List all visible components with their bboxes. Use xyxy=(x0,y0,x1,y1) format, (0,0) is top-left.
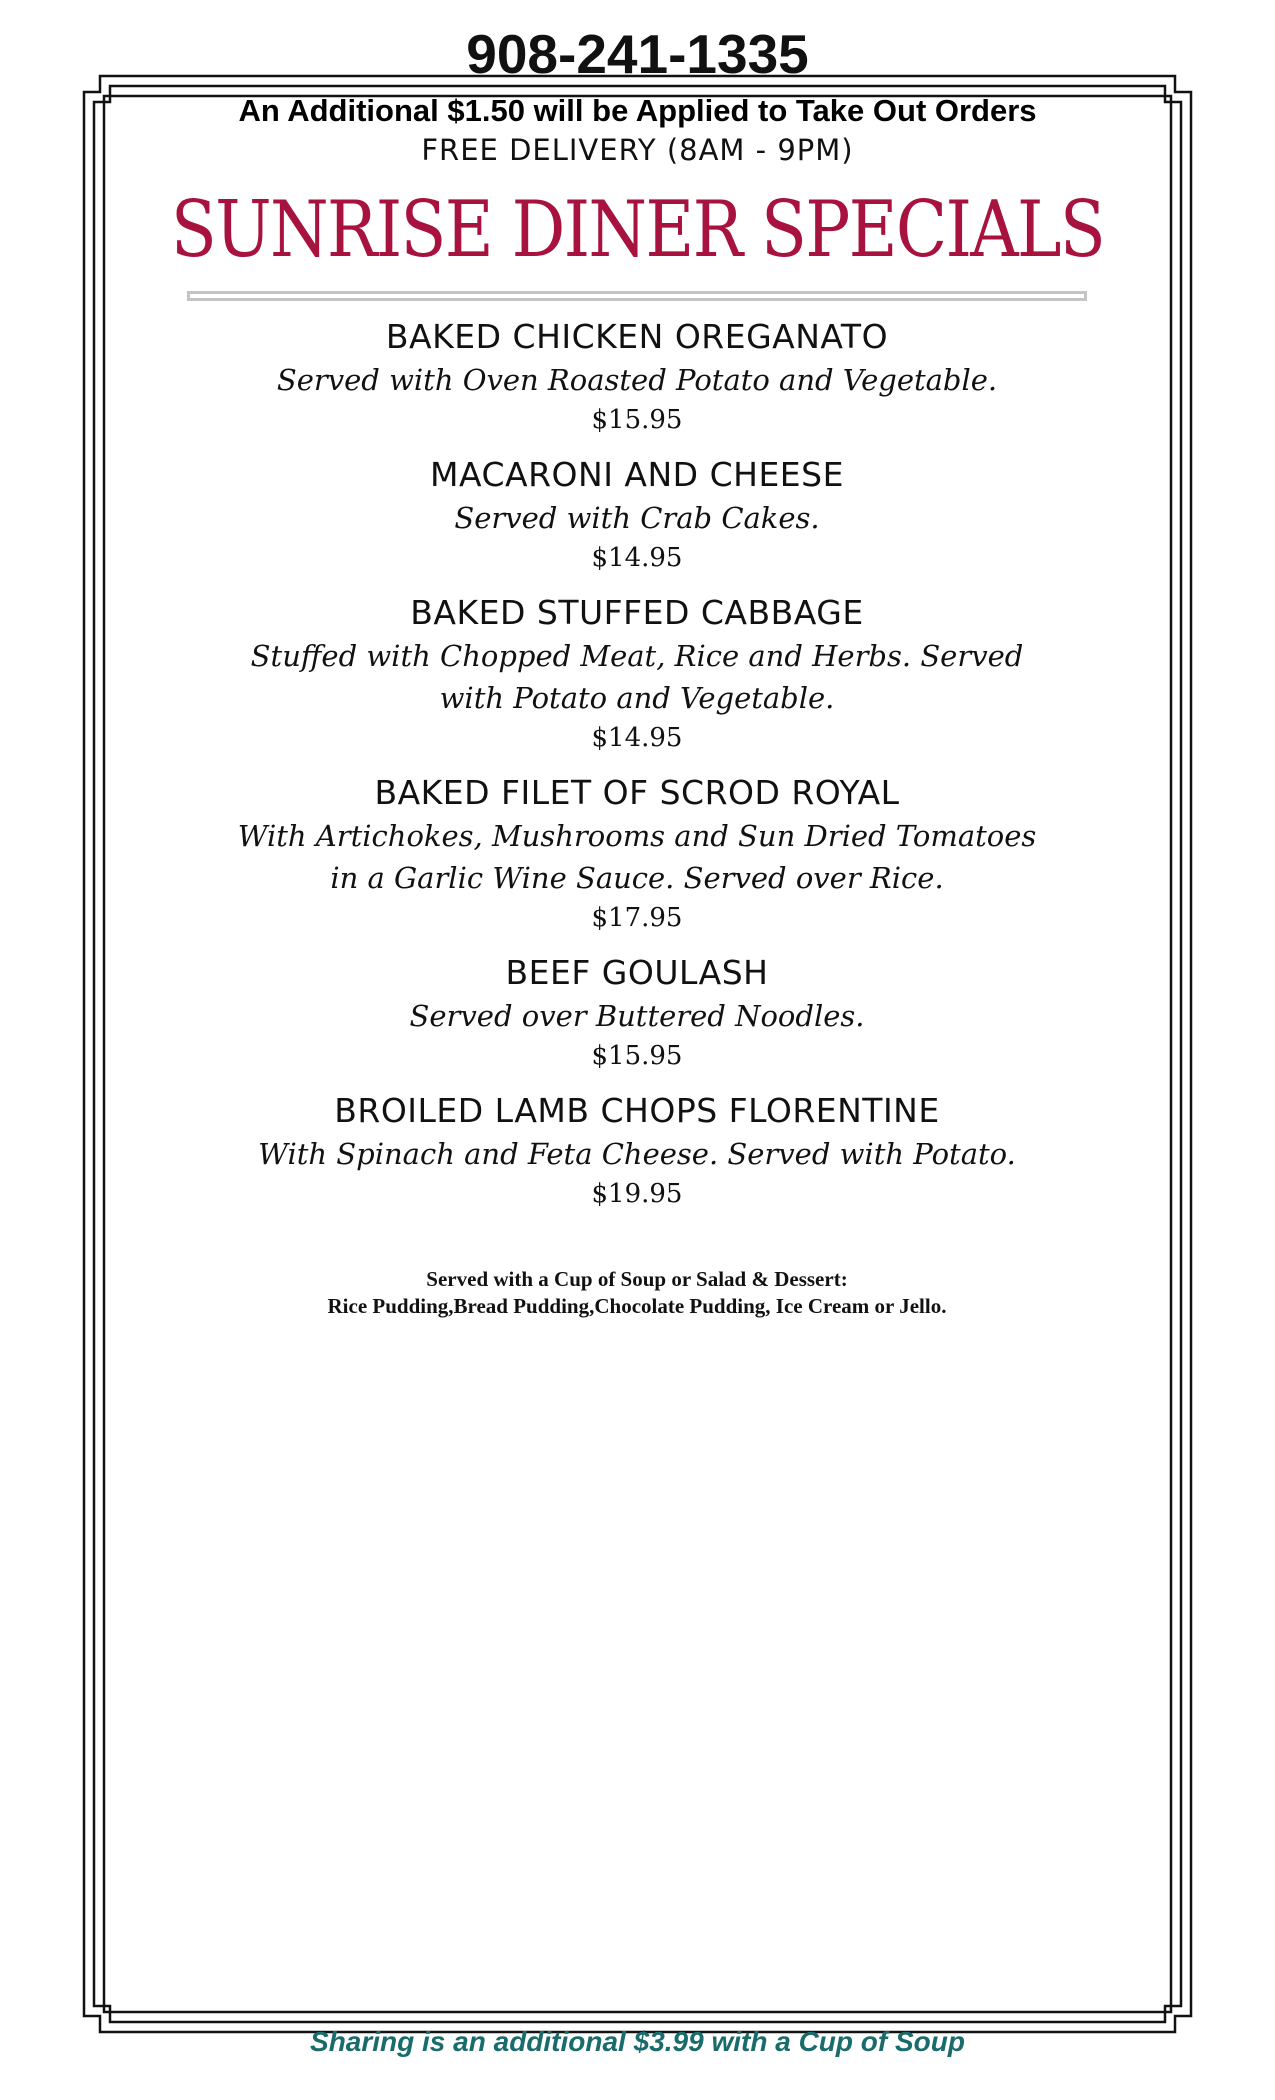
menu-title: SUNRISE DINER SPECIALS xyxy=(170,185,1105,275)
item-description: Served over Buttered Noodles. xyxy=(409,999,865,1033)
takeout-notice: An Additional $1.50 will be Applied to Take Out Orders xyxy=(238,93,1037,128)
item-description: Stuffed with Chopped Meat, Rice and Herbs. Served with Potato and Vegetable. xyxy=(250,639,1024,715)
item-description: With Spinach and Feta Cheese. Served with Potato. xyxy=(258,1137,1016,1171)
item-name: BROILED LAMB CHOPS FLORENTINE xyxy=(334,1091,940,1130)
menu-item xyxy=(187,315,1087,439)
item-name: BAKED STUFFED CABBAGE xyxy=(410,593,864,632)
item-price: $14.95 xyxy=(591,543,683,573)
item-description: Served with Crab Cakes. xyxy=(454,501,820,535)
item-name: BAKED FILET OF SCROD ROYAL xyxy=(374,773,900,812)
sharing-note: Sharing is an additional $3.99 with a Cup of Soup xyxy=(310,2026,965,2057)
item-price: $14.95 xyxy=(591,723,683,753)
served-with-note xyxy=(187,1266,1087,1320)
item-price: $19.95 xyxy=(591,1179,683,1209)
item-price: $15.95 xyxy=(591,405,683,435)
menu-item xyxy=(187,1089,1087,1213)
item-description: Served with Oven Roasted Potato and Vegetable. xyxy=(276,363,998,397)
item-name: MACARONI AND CHEESE xyxy=(430,455,844,494)
phone-number: 908-241-1335 xyxy=(466,23,809,85)
served-with-line-1: Served with a Cup of Soup or Salad & Dessert: xyxy=(426,1267,848,1291)
item-name: BEEF GOULASH xyxy=(505,953,769,992)
delivery-hours: FREE DELIVERY (8AM - 9PM) xyxy=(421,133,854,167)
menu-item xyxy=(187,591,1087,757)
menu-item xyxy=(187,951,1087,1075)
item-description: With Artichokes, Mushrooms and Sun Dried Tomatoes in a Garlic Wine Sauce. Served over Rice. xyxy=(237,819,1037,895)
item-price: $17.95 xyxy=(591,903,683,933)
item-price: $15.95 xyxy=(591,1041,683,1071)
title-divider xyxy=(187,291,1087,301)
menu-item xyxy=(187,453,1087,577)
served-with-line-2: Rice Pudding,Bread Pudding,Chocolate Pudding, Ice Cream or Jello. xyxy=(327,1294,947,1318)
menu-item xyxy=(187,771,1087,937)
specials-list xyxy=(187,315,1087,1227)
item-name: BAKED CHICKEN OREGANATO xyxy=(385,317,889,356)
